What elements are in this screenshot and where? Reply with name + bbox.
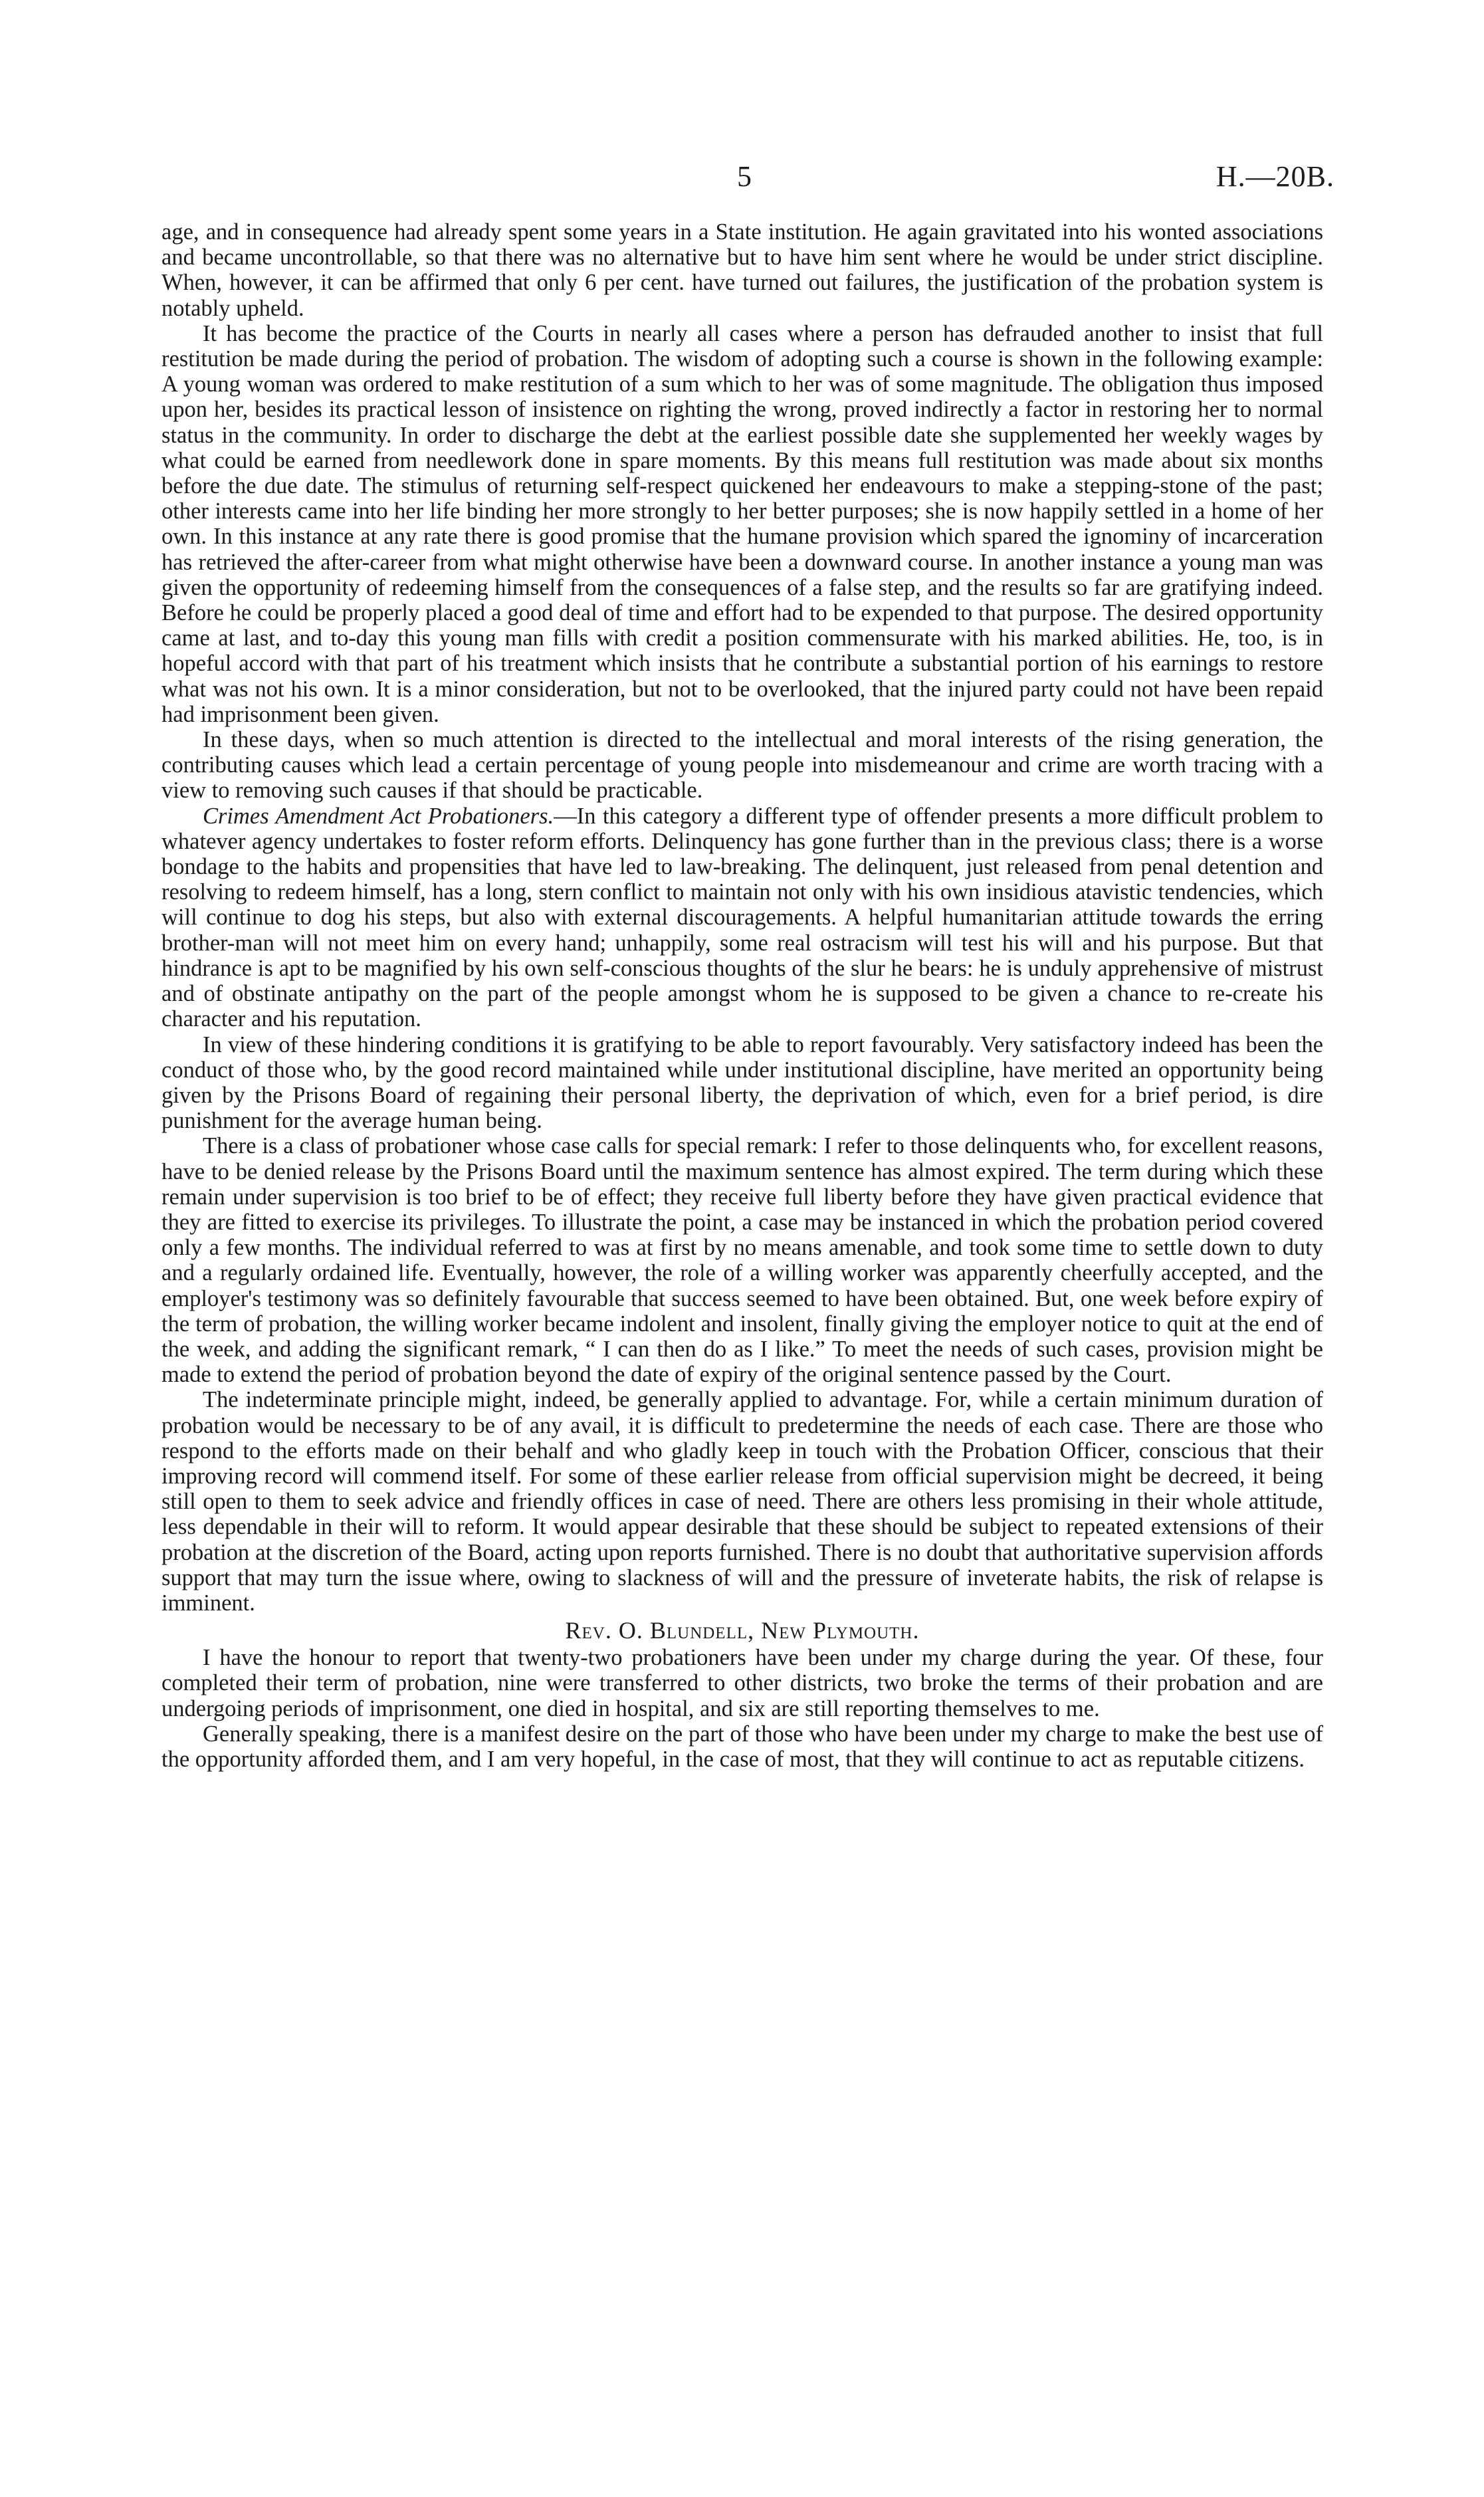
paragraph-8: I have the honour to report that twenty-two probationers have been under my charge during the year. Of these, four completed their term of probation, nine were transferred to other districts, two broke the terms of their probation and are undergoing periods of imprisonment, one died in hospital, and six are still reporting themselves to me. bbox=[161, 1645, 1323, 1721]
paragraph-5: In view of these hindering conditions it is gratifying to be able to report favourably. Very satisfactory indeed has been the conduct of those who, by the good record maintained while under institutional discipline, have merited an opportunity being given by the Prisons Board of regaining their personal liberty, the deprivation of which, even for a brief period, is dire punishment for the average human being. bbox=[161, 1031, 1323, 1134]
paragraph-1: age, and in consequence had already spent some years in a State institution. He again gravitated into his wonted associations and became uncontrollable, so that there was no alternative but to have him sent where he would be under strict discipline. When, however, it can be affirmed that only 6 per cent. have turned out failures, the justification of the probation system is notably upheld. bbox=[161, 219, 1323, 321]
paragraph-3: In these days, when so much attention is directed to the intellectual and moral interests of the rising generation, the contributing causes which lead a certain percentage of young people into misdemeanour and crime are worth tracing with a view to removing such causes if that should be practicable. bbox=[161, 727, 1323, 804]
document-reference: H.—20B. bbox=[1216, 160, 1334, 193]
report-body bbox=[161, 219, 1323, 1772]
paragraph-7: The indeterminate principle might, indeed, be generally applied to advantage. For, while a certain minimum duration of probation would be necessary to be of any avail, it is difficult to predetermine the needs of each case. There are those who respond to the efforts made on their behalf and who gladly keep in touch with the Probation Officer, conscious that their improving record will commend itself. For some of these earlier release from official supervision might be decreed, it being still open to them to seek advice and friendly offices in case of need. There are others less promising in their whole attitude, less dependable in their will to reform. It would appear desirable that these should be subject to repeated extensions of their probation at the discretion of the Board, acting upon reports furnished. There is no doubt that authoritative supervision affords support that may turn the issue where, owing to slackness of will and the pressure of inveterate habits, the risk of relapse is imminent. bbox=[161, 1387, 1323, 1616]
page-number: 5 bbox=[737, 160, 752, 193]
paragraph-4-text: —In this category a different type of offender presents a more difficult problem to whatever agency undertakes to foster reform efforts. Delinquency has gone further than in the previous class; there is a worse bondage to the habits and propensities that have led to law-breaking. The delinquent, just released from penal detention and resolving to redeem himself, has a long, stern conflict to maintain not only with his own insidious atavistic tendencies, which will continue to dog his steps, but also with external discouragements. A helpful humanitarian attitude towards the erring brother-man will not meet him on every hand; unhappily, some real ostracism will test his will and his purpose. But that hindrance is apt to be magnified by his own self-conscious thoughts of the slur he bears: he is unduly apprehensive of mistrust and of obstinate antipathy on the part of the people amongst whom he is supposed to be given a chance to re-create his character and his reputation. bbox=[161, 803, 1323, 1032]
crimes-amendment-heading: Crimes Amendment Act Probationers. bbox=[203, 803, 554, 829]
paragraph-6: There is a class of probationer whose case calls for special remark: I refer to those delinquents who, for excellent reasons, have to be denied release by the Prisons Board until the maximum sentence has almost expired. The term during which these remain under supervision is too brief to be of effect; they receive full liberty before they have given practical evidence that they are fitted to exercise its privileges. To illustrate the point, a case may be instanced in which the probation period covered only a few months. The individual referred to was at first by no means amenable, and took some time to settle down to duty and a regularly ordained life. Eventually, however, the role of a willing worker was apparently cheerfully accepted, and the employer's testimony was so definitely favourable that success seemed to have been obtained. But, one week before expiry of the term of probation, the willing worker became indolent and insolent, finally giving the employer notice to quit at the end of the week, and adding the significant remark, “ I can then do as I like.” To meet the needs of such cases, provision might be made to extend the period of probation beyond the date of expiry of the original sentence passed by the Court. bbox=[161, 1133, 1323, 1388]
paragraph-4 bbox=[161, 804, 1323, 1032]
paragraph-9: Generally speaking, there is a manifest desire on the part of those who have been under my charge to make the best use of the opportunity afforded them, and I am very hopeful, in the case of most, that they will continue to act as reputable citizens. bbox=[161, 1721, 1323, 1772]
section-title: Rev. O. Blundell, New Plymouth. bbox=[565, 1617, 920, 1644]
page-header bbox=[0, 157, 1484, 203]
paragraph-2: It has become the practice of the Courts in nearly all cases where a person has defrauded another to insist that full restitution be made during the period of probation. The wisdom of adopting such a course is shown in the following example: A young woman was ordered to make restitution of a sum which to her was of some magnitude. The obligation thus imposed upon her, besides its practical lesson of insistence on righting the wrong, proved indirectly a factor in restoring her to normal status in the community. In order to discharge the debt at the earliest possible date she supplemented her weekly wages by what could be earned from needlework done in spare moments. By this means full restitution was made about six months before the due date. The stimulus of returning self-respect quickened her endeavours to make a stepping-stone of the past; other interests came into her life binding her more strongly to her better purposes; she is now happily settled in a home of her own. In this instance at any rate there is good promise that the humane provision which spared the ignominy of incarceration has retrieved the after-career from what might otherwise have been a downward course. In another instance a young man was given the opportunity of redeeming himself from the consequences of a false step, and the results so far are gratifying indeed. Before he could be properly placed a good deal of time and effort had to be expended to that purpose. The desired opportunity came at last, and to-day this young man fills with credit a position commensurate with his marked abilities. He, too, is in hopeful accord with that part of his treatment which insists that he contribute a substantial portion of his earnings to restore what was not his own. It is a minor consideration, but not to be overlooked, that the injured party could not have been repaid had imprisonment been given. bbox=[161, 320, 1323, 727]
